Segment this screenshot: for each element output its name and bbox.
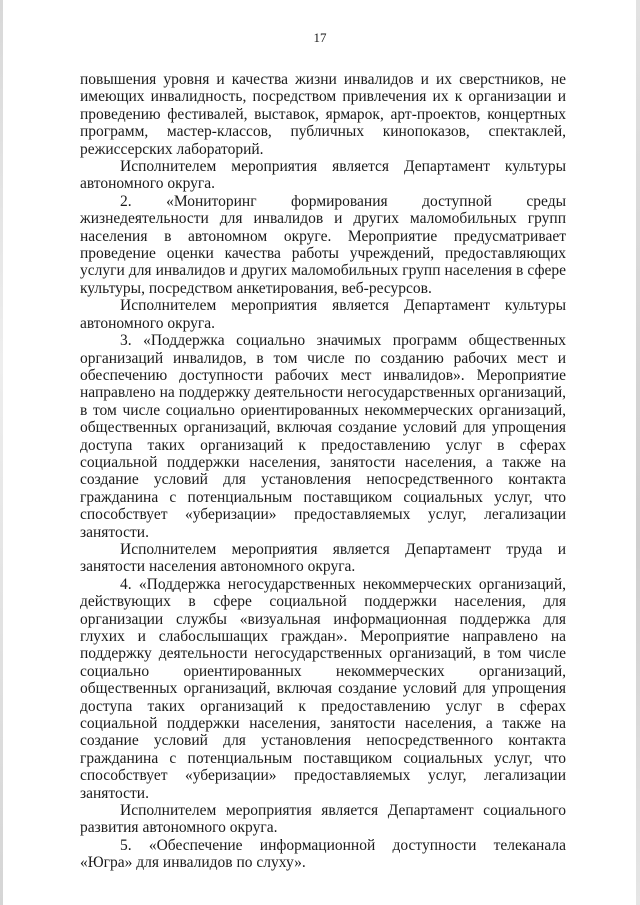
page-number: 17 xyxy=(313,30,327,45)
paragraph-continuation: повышения уровня и качества жизни инвалидов и их сверстников, не имеющих инвалидность, посредством привлечения их к организации и проведению фестивалей, выставок, ярмарок, арт-проектов, концертных программ, мастер-классов, публичных кинопоказов, спектаклей, режиссерских лабораторий. xyxy=(80,71,566,158)
paragraph-item-4: 4. «Поддержка негосударственных некоммерческих организаций, действующих в сфере социальной поддержки населения, для организации службы «визуальная информационная поддержка для глухих и слабослышащих граждан». Мероприятие направлено на поддержку деятельности негосударственных организаций, в том числе социально ориентированных некоммерческих организаций, общественных организаций, включая создание условий для упрощения доступа таких организаций к предоставлению услуг в сферах социальной поддержки населения, занятости населения, а также на создание условий для установления непосредственного контакта гражданина с потенциальным поставщиком социальных услуг, что способствует «уберизации» предоставляемых услуг, легализации занятости. xyxy=(80,575,566,802)
paragraph-item-5: 5. «Обеспечение информационной доступности телеканала «Югра» для инвалидов по слуху». xyxy=(80,836,566,872)
paragraph-executor-culture-2: Исполнителем мероприятия является Департамент культуры автономного округа. xyxy=(80,297,566,332)
paragraph-item-3: 3. «Поддержка социально значимых программ общественных организаций инвалидов, в том числе по созданию рабочих мест и обеспечению доступности рабочих мест инвалидов». Мероприятие направлено на поддержку деятельности негосударственных организаций, в том числе социально ориентированных некоммерческих организаций, общественных организаций, включая создание условий для упрощения доступа таких организаций к предоставлению услуг в сферах социальной поддержки населения, занятости населения, а также на создание условий для установления непосредственного контакта гражданина с потенциальным поставщиком социальных услуг, что способствует «уберизации» предоставляемых услуг, легализации занятости. xyxy=(80,332,566,541)
paragraph-item-2: 2. «Мониторинг формирования доступной среды жизнедеятельности для инвалидов и других маломобильных групп населения в автономном округе. Мероприятие предусматривает проведение оценки качества работы учреждений, предоставляющих услуги для инвалидов и других маломобильных групп населения в сфере культуры, посредством анкетирования, веб-ресурсов. xyxy=(80,192,566,297)
paragraph-executor-social: Исполнителем мероприятия является Департамент социального развития автономного округа. xyxy=(80,802,566,837)
paragraph-executor-culture: Исполнителем мероприятия является Департамент культуры автономного округа. xyxy=(80,158,566,193)
paragraph-executor-labor: Исполнителем мероприятия является Департамент труда и занятости населения автономного округа. xyxy=(80,540,566,576)
body-text xyxy=(80,71,566,872)
scan-edge-right xyxy=(636,0,640,905)
scan-edge-left xyxy=(0,0,3,905)
